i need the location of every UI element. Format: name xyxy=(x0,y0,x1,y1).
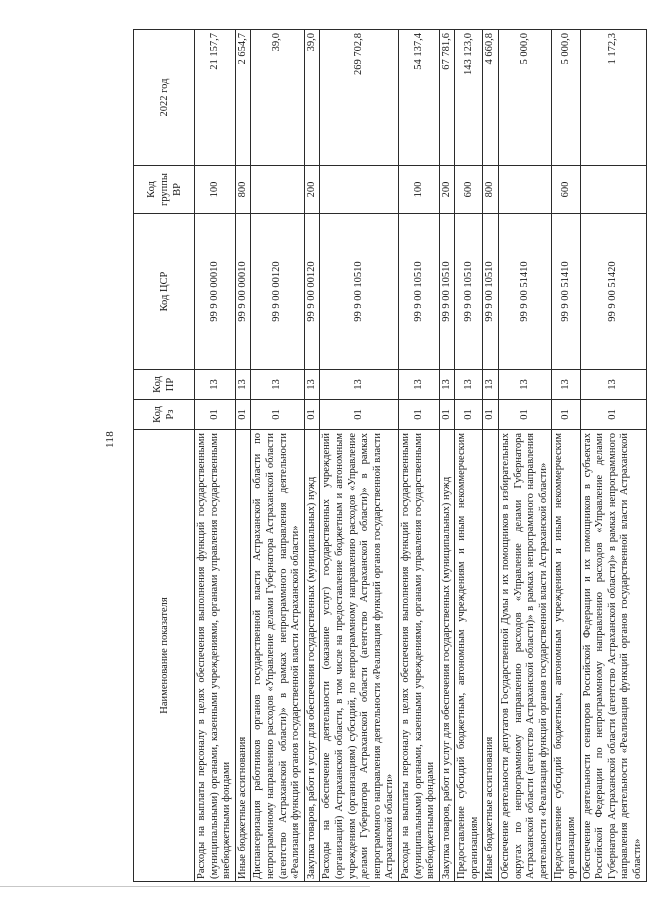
row-vr-cell: 200 xyxy=(439,166,455,214)
row-name-cell: Закупка товаров, работ и услуг для обеспечения государственных (муниципальных) нужд xyxy=(304,430,320,882)
row-vr-cell: 100 xyxy=(398,166,439,214)
row-vr-cell xyxy=(580,166,646,214)
table-row xyxy=(483,30,499,882)
row-name-cell: Обеспечение деятельности сенаторов Российской Федерации и их помощников в субъектах Российской Федерации по непрограммному направлению расходов «Управление делами Губернатора Астраханской области (агентство Астраханской области)» в рамках непрограммного направления деятельности «Реализация функций органов государственной власти Астраханской области» xyxy=(580,430,646,882)
header-vr: Код группы ВР xyxy=(134,166,195,214)
row-vr-cell: 100 xyxy=(195,166,236,214)
row-csr-cell: 99 9 00 00010 xyxy=(195,214,236,370)
row-rz-cell: 01 xyxy=(320,400,399,430)
row-name-cell: Предоставление субсидий бюджетным, автономным учреждениям и иным некоммерческим организациям xyxy=(552,430,580,882)
row-csr-cell: 99 9 00 00120 xyxy=(251,214,304,370)
row-pr-cell: 13 xyxy=(499,370,552,400)
row-rz-cell: 01 xyxy=(195,400,236,430)
row-csr-cell: 99 9 00 51420 xyxy=(580,214,646,370)
page-number: 118 xyxy=(104,431,116,448)
row-pr-cell: 13 xyxy=(483,370,499,400)
table-row xyxy=(320,30,399,882)
row-csr-cell: 99 9 00 51410 xyxy=(552,214,580,370)
row-csr-cell: 99 9 00 10510 xyxy=(320,214,399,370)
row-vr-cell: 600 xyxy=(552,166,580,214)
row-csr-cell: 99 9 00 10510 xyxy=(483,214,499,370)
row-sum-cell: 5 000,0 xyxy=(499,30,552,166)
row-vr-cell: 200 xyxy=(304,166,320,214)
row-name-cell: Расходы на выплаты персоналу в целях обеспечения выполнения функций государственными (муниципальными) органами, казенными учреждениями, органами управления государственными внебюджетными фондами xyxy=(398,430,439,882)
header-name: Наименование показателя xyxy=(134,430,195,882)
scan-edge-line xyxy=(0,886,370,887)
row-sum-cell: 21 157,7 xyxy=(195,30,236,166)
row-rz-cell: 01 xyxy=(455,400,483,430)
budget-table-page xyxy=(133,30,643,882)
row-sum-cell: 39,0 xyxy=(251,30,304,166)
header-pr: Код ПР xyxy=(134,370,195,400)
row-rz-cell: 01 xyxy=(580,400,646,430)
row-name-cell: Расходы на обеспечение деятельности (оказание услуг) государственных учреждений (организаций) Астраханской области, в том числе на предоставление бюджетным и автономным учреждениям (организациям) субсидий, по непрограммному направлению расходов «Управление делами Губернатора Астраханской области (агентство Астраханской области)» в рамках непрограммного направления деятельности «Реализация функций органов государственной власти Астраханской области» xyxy=(320,430,399,882)
table-row xyxy=(251,30,304,882)
row-rz-cell: 01 xyxy=(439,400,455,430)
budget-table xyxy=(133,29,647,882)
row-pr-cell: 13 xyxy=(251,370,304,400)
row-csr-cell: 99 9 00 51410 xyxy=(499,214,552,370)
row-rz-cell: 01 xyxy=(235,400,251,430)
row-vr-cell: 600 xyxy=(455,166,483,214)
row-sum-cell: 39,0 xyxy=(304,30,320,166)
header-csr: Код ЦСР xyxy=(134,214,195,370)
row-sum-cell: 269 702,8 xyxy=(320,30,399,166)
table-row xyxy=(499,30,552,882)
row-name-cell: Предоставление субсидий бюджетным, автономным учреждениям и иным некоммерческим организациям xyxy=(455,430,483,882)
row-rz-cell: 01 xyxy=(499,400,552,430)
table-row xyxy=(439,30,455,882)
row-name-cell: Расходы на выплаты персоналу в целях обеспечения выполнения функций государственными (муниципальными) органами, казенными учреждениями, органами управления государственными внебюджетными фондами xyxy=(195,430,236,882)
row-vr-cell xyxy=(251,166,304,214)
table-row xyxy=(552,30,580,882)
row-pr-cell: 13 xyxy=(235,370,251,400)
row-pr-cell: 13 xyxy=(398,370,439,400)
row-pr-cell: 13 xyxy=(455,370,483,400)
table-row xyxy=(455,30,483,882)
row-pr-cell: 13 xyxy=(320,370,399,400)
row-csr-cell: 99 9 00 00120 xyxy=(304,214,320,370)
row-pr-cell: 13 xyxy=(304,370,320,400)
row-sum-cell: 2 654,7 xyxy=(235,30,251,166)
table-row xyxy=(580,30,646,882)
header-rz: Код Рз xyxy=(134,400,195,430)
row-vr-cell xyxy=(320,166,399,214)
row-vr-cell: 800 xyxy=(483,166,499,214)
row-name-cell: Закупка товаров, работ и услуг для обеспечения государственных (муниципальных) нужд xyxy=(439,430,455,882)
row-sum-cell: 4 660,8 xyxy=(483,30,499,166)
row-name-cell: Иные бюджетные ассигнования xyxy=(483,430,499,882)
row-name-cell: Иные бюджетные ассигнования xyxy=(235,430,251,882)
row-name-cell: Диспансеризация работников органов государственной власти Астраханской области по непрограммному направлению расходов «Управление делами Губернатора Астраханской области (агентство Астраханской области)» в рамках непрограммного направления деятельности «Реализация функций органов государственной власти Астраханской области» xyxy=(251,430,304,882)
row-pr-cell: 13 xyxy=(195,370,236,400)
row-rz-cell: 01 xyxy=(483,400,499,430)
row-vr-cell xyxy=(499,166,552,214)
table-row xyxy=(195,30,236,882)
row-rz-cell: 01 xyxy=(251,400,304,430)
row-sum-cell: 67 781,6 xyxy=(439,30,455,166)
table-header-row xyxy=(134,30,195,882)
row-csr-cell: 99 9 00 10510 xyxy=(439,214,455,370)
row-pr-cell: 13 xyxy=(580,370,646,400)
row-csr-cell: 99 9 00 10510 xyxy=(398,214,439,370)
row-sum-cell: 1 172,3 xyxy=(580,30,646,166)
row-name-cell: Обеспечение деятельности депутатов Государственной Думы и их помощников в избирательных округах по непрограммному направлению расходов «Управление делами Губернатора Астраханской области (агентство Астраханской области)» в рамках непрограммного направления деятельности «Реализация функций органов государственной власти Астраханской области» xyxy=(499,430,552,882)
row-rz-cell: 01 xyxy=(304,400,320,430)
table-row xyxy=(235,30,251,882)
table-row xyxy=(398,30,439,882)
table-row xyxy=(304,30,320,882)
row-sum-cell: 5 000,0 xyxy=(552,30,580,166)
row-csr-cell: 99 9 00 00010 xyxy=(235,214,251,370)
header-year: 2022 год xyxy=(134,30,195,166)
row-rz-cell: 01 xyxy=(552,400,580,430)
row-sum-cell: 54 137,4 xyxy=(398,30,439,166)
row-pr-cell: 13 xyxy=(439,370,455,400)
row-csr-cell: 99 9 00 10510 xyxy=(455,214,483,370)
row-pr-cell: 13 xyxy=(552,370,580,400)
row-sum-cell: 143 123,0 xyxy=(455,30,483,166)
row-rz-cell: 01 xyxy=(398,400,439,430)
row-vr-cell: 800 xyxy=(235,166,251,214)
